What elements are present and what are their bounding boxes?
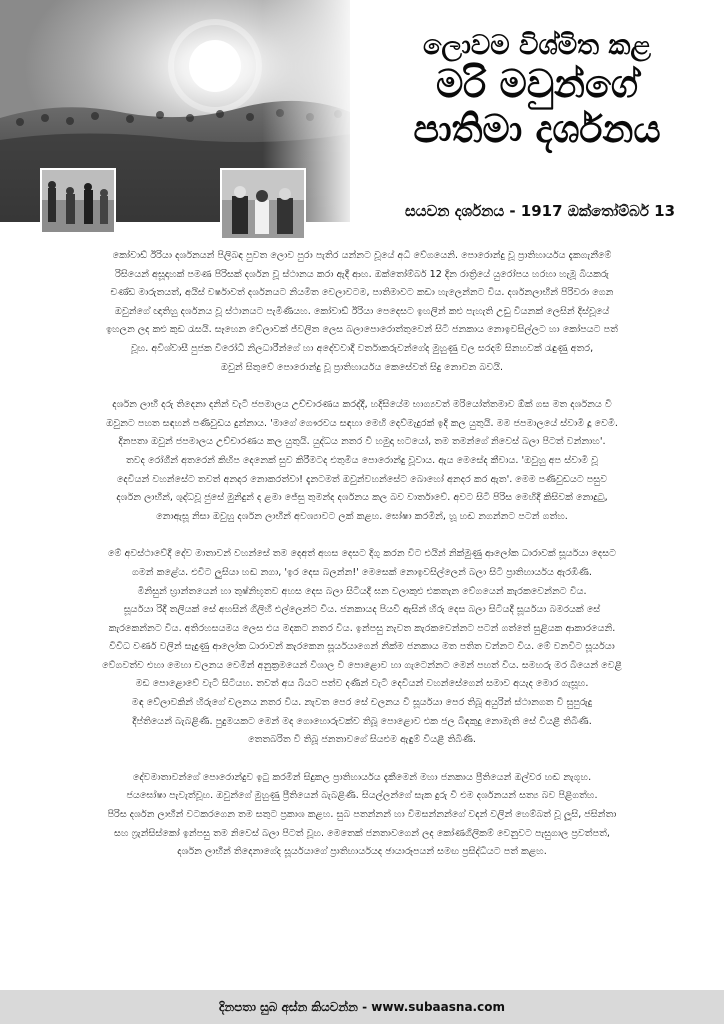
text-line: සූර්යයා රිදී තලියක් සේ අහසින් ගිලිහී එල්ලෙන්ට විය. ජනකායද පියවී ඇසින් හිරු දෙස බලා සිටියදී සූර්යයා බමරයක් සේ (123, 604, 601, 616)
text-line: ඔවුනට පහත සඳහන් පණිවුඩය දුන්නාය. 'මාගේ ගෞරවය සඳහා මෙහි දෙව්මැදුරක් ඉදි කල යුතුයි. මම ජපමාලයේ ස්වාමි දූ වෙමි. (106, 417, 618, 429)
text-line: ජයඝෝෂා පැවැත්වූහ. ඔවුන්ගේ මුහුණු ප්‍රීතියෙන් බැබළිණි. සියල්ලන්ගේ සැක දුරු වී එම දර්ශනයන් සත්‍ය බව පිළිගත්හ. (126, 790, 598, 802)
people-gathering-photo (40, 168, 116, 234)
text-line: නොඇසූ නිසා ඔවුහු දර්ශන ලාභීන් අවශ්‍යාවට ලක් කළහ. ඝෝෂා කරමින්, හූ හඬ නගන්නට පටන් ගත්හ. (156, 510, 568, 522)
text-line: රිසියෙන් අසූදාහක් පමණ පිරිසක් දර්ශන වූ ස්ථානය කරා ඇදී ආහ. ඔක්තෝම්බර් 12 දින රාත්‍රියේ යුරෝපය හරහා හැමූ බියකරු (115, 268, 609, 280)
paragraph-4 (26, 769, 698, 862)
text-line: දර්ශන ලාභී දරු තිදෙනා දනින් වැටී ජපමාලය උච්චාරණය කරද්දී, හදිසියේම භාග්‍යවත් මරියෝත්තමාව ඕක් ගස මත දර්ශනය වී (112, 399, 612, 411)
text-line: දීප්තියෙන් බැබළිණි. පුදුමයකට මෙන් මද ගොහොරුවක්ව තිබූ පොළොව එක ජල බිඳකුදු නොමැති සේ වියළී තිබිණි. (132, 715, 592, 727)
text-line: ඔවුන්ගේ ඥාතිහු දර්ශනය වූ ස්ථානයට පැමිණියහ. කෝවාඩ් ඊරියා පෙදෙසට ඉහලින් කළු පැහැති උඩු වියනක් ලෙසින් දිස්වූයේ (114, 305, 610, 317)
article-body (26, 247, 698, 881)
text-line: දෙවියන් වහන්සේට තවත් අනදර නොකරත්වා! දැනටමත් ඔවුන්වහන්සේට බොහෝ අනදර කර ඇත'. මෙම පණිවුඩයට පසුව (116, 473, 608, 485)
text-line: ඔවුන් සිතුවේ පොරොන්දු වූ ප්‍රාතිහාර්යය කෙසේවත් සිදු නොවන බවයි. (220, 361, 504, 373)
text-line: දර්ශන ලාභීන් තිදෙනාගේද සූර්යයාගේ ප්‍රාතිහාර්යයද ඡායාරූපයන් සමඟ ප්‍රසිද්ධියට පත් කළහ. (177, 846, 547, 858)
text-line: දිනපතා ඔවුන් ජපමාලය උච්චාරණය කල යුතුයි. යුද්ධය නතර වී හමුදා භටයෝ, තම තමන්ගේ නිවෙස් බලා පිටත් වන්නාහ'. (118, 436, 606, 448)
title-line-1: ලොවම විශ්මිත කළ (422, 30, 652, 61)
text-line: විවිධ වර්ණ වලින් සැදුණු ආලෝක ධාරාවන් කැරකෙන සූර්යයාගෙන් නික්ම ජනකාය මත පතිත වන්නට විය. මේ වනවිට සූර්යයා (109, 641, 615, 653)
text-line: දේවමාතාවන්ගේ පොරොන්දුව ඉටු කරමින් සිදුකල ප්‍රාතිහාර්යය දැකීමෙන් මහා ජනකාය ප්‍රීතියෙන් ඔල්වර හඬ නැගූහ. (132, 771, 592, 783)
text-line: වේගවත්ව එහා මෙහා චලනය වෙමින් අනුක්‍රමයෙන් විශාල වී පොළොව හා ගැටෙන්නට මෙන් පහත් විය. සමහරු මර බියෙන් වෙළී (102, 659, 622, 671)
text-line: ඉහලන ලද කළු කුඩ රැසයි. සෑහෙන වේලාවක් ජ්වලිත ලෙස බලාපොරොත්තුවෙන් සිටි ජනකාය නොඉවසිල්ලට හා කෝපයට පත් (106, 324, 618, 336)
text-line: කැරකෙන්නට විය. අතිරහසයමය ලෙස එය මදකට නතර විය. ඉන්පසු නැවත කැරකවෙන්නට පටන් ගත්තේ සුළියක ආකාරයෙනි. (108, 622, 616, 634)
paragraph-2 (26, 396, 698, 526)
text-line: තවද රෝගීන් අතරෙන් කිහිප දෙනෙක් සුව කිරීමටද එතුමිය පොරොන්දු වූවාය. ඇය මෙසේද කීවාය. 'ඔවුහු අප ස්වාමි වූ (125, 454, 599, 466)
text-line: දර්ශන ලාභීන්, ශුද්ධවූ ජුසේ මුනිදුන් ද ළමා ජේසු තුමන්ද දර්ශනය කල බව වාර්තාවේ. අවට සිටි පිරිස මෙහිදී කිසිවක් නොදුටු, (116, 492, 608, 504)
text-line: මේ අවස්ථාවේදී දේව මාතාවන් වහන්සේ තම දෙඅත් අහස දෙසට දිගු කරන විට එයින් නික්මුණු ආලෝක ධාරාවක් සූර්යයා දෙසට (107, 548, 616, 560)
title-line-3: පාතිමා දර්ශනය (413, 106, 661, 151)
three-children-photo (220, 168, 306, 240)
title-line-2: මරි මවුන්ගේ (435, 61, 639, 106)
footer: දිනපතා සුබ අස්න කියවන්න - www.subaasna.com (0, 990, 724, 1024)
text-line: පිරිස දර්ශන ලාභීන් වටකරගෙන තම සතුට ප්‍රකාශ කළහ. සුබ පතන්නන් හා විමසන්නන්ගේ වදන් වලින් හෙම්බත් වූ ලූසි, ජසින්තා (107, 809, 617, 821)
header (0, 0, 724, 240)
text-line: ගමන් කළේය. එවිට ලුසියා හඬ නගා, 'ඉර දෙස බලන්න!' මෙසෙක් නොඉවසිල්ලෙන් බලා සිටි ප්‍රාතිහාර්යය ඇරඹිණි. (132, 566, 592, 578)
paragraph-3 (26, 545, 698, 750)
subtitle: සයවන දර්ශනය - 1917 ඔක්තෝම්බර් 13 (404, 202, 676, 220)
text-line: කෝවාඩ් ඊරියා දර්ශනයන් පිලිබඳ පුවත ලොව පුරා පැතිර යන්නට වූයේ අධි වේගයෙනි. පොරොන්දු වූ ප්‍රාතිහාර්යය දැකගැනීමේ (112, 250, 612, 261)
text-line: සහ ෆ්‍රැන්සිස්කෝ ඉන්පසු තම නිවෙස් බලා පිටත් වූහ. මෙතෙක් ජනතාවගෙන් ලද කෝණගිලිකම් වෙනුවට පැසුගාල ප්‍රවත්පත්, (114, 827, 610, 839)
page-title (362, 30, 712, 152)
text-line: මඩ පොළොවේ වැටී සිටියහ. තවත් අය බියට පත්ව දණින් වැටී දෙවියන් වහන්සේගෙන් සමාව අයැද මොර ගැසූහ. (135, 678, 589, 690)
text-line: වූහ. අවිශ්වාසී පුජක විරෝධී නිලධාරීන්ගේ හා අදේවවාදී වර්තාකරුවන්ගේද මුහුණු වල සරදම් සිනහවක් රැඳුණු අතර, (130, 342, 594, 354)
paragraph-1 (26, 247, 698, 377)
text-line: තෙතබරිත වී තිබූ ජනතාවගේ සියළුම ඇඳුම් වියළී තිබිණි. (248, 734, 476, 746)
text-line: මඳ වේලාවකින් හිරුගේ චලනය නතර විය. නැවත පෙර සේ චලනය වී සූර්යයා පෙර තිබූ අයුරින් ස්ථානගත වී සුපුරුදු (131, 697, 593, 709)
text-line: චණ්ඩ මාරුතයත්, අයිස් වර්ෂාවත් දර්ශනයට නියමිත වෙලාවටම, පාතිමාවට කඩා හැලෙන්නට විය. දර්ශනලාභීන් පිරිවරා ගෙන (110, 287, 614, 299)
text-line: මිනිසුන් භ්‍රාන්තයෙන් හා තුෂ්නිභූතව අහස දෙස බලා සිටියදී ඝන වලාකුළු එකතැන වේගයෙන් කැරකවෙන්නට විය. (137, 585, 587, 597)
